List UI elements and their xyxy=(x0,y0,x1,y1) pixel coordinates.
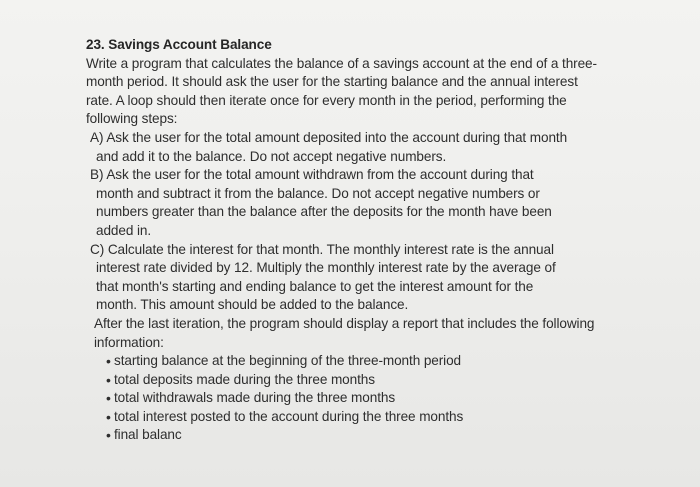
bullet-text: total deposits made during the three months xyxy=(114,371,375,387)
list-item xyxy=(86,426,686,445)
step-b-line: numbers greater than the balance after the deposits for the month have been xyxy=(96,204,552,220)
step-c-line: that month's starting and ending balance to get the interest amount for the xyxy=(96,278,534,294)
problem-text xyxy=(86,36,686,445)
list-item xyxy=(86,408,686,427)
list-item xyxy=(86,352,686,371)
bullet-icon: • xyxy=(106,408,111,425)
report-intro-line: information: xyxy=(94,334,164,350)
step-a-line: A) Ask the user for the total amount deposited into the account during that month xyxy=(90,129,568,145)
step-b-line: B) Ask the user for the total amount withdrawn from the account during that xyxy=(90,167,534,183)
step-c-line: C) Calculate the interest for that month. The monthly interest rate is the annual xyxy=(90,241,554,257)
bullet-icon: • xyxy=(106,427,111,444)
bullet-text: final balanc xyxy=(114,427,182,443)
list-item xyxy=(86,371,686,390)
report-intro-line: After the last iteration, the program should display a report that includes the following xyxy=(94,315,595,331)
step-c-line: month. This amount should be added to the balance. xyxy=(96,297,409,313)
list-item xyxy=(86,389,686,408)
intro-line: month period. It should ask the user for the starting balance and the annual interest xyxy=(86,74,578,90)
report-bullet-list xyxy=(86,352,686,445)
intro-line: rate. A loop should then iterate once for every month in the period, performing the xyxy=(86,92,567,108)
step-a-line: and add it to the balance. Do not accept negative numbers. xyxy=(96,148,447,164)
bullet-icon: • xyxy=(106,371,111,388)
step-b-line: month and subtract it from the balance. Do not accept negative numbers or xyxy=(96,185,540,201)
problem-title: 23. Savings Account Balance xyxy=(86,37,272,52)
intro-line: following steps: xyxy=(86,111,178,127)
bullet-icon: • xyxy=(106,390,111,407)
bullet-icon: • xyxy=(106,353,111,370)
bullet-text: total interest posted to the account during the three months xyxy=(114,408,464,424)
intro-line: Write a program that calculates the balance of a savings account at the end of a three- xyxy=(86,55,597,71)
step-c-line: interest rate divided by 12. Multiply the monthly interest rate by the average of xyxy=(96,260,556,276)
bullet-text: total withdrawals made during the three months xyxy=(114,390,396,406)
bullet-text: starting balance at the beginning of the three-month period xyxy=(114,353,462,369)
step-b-line: added in. xyxy=(96,222,152,238)
